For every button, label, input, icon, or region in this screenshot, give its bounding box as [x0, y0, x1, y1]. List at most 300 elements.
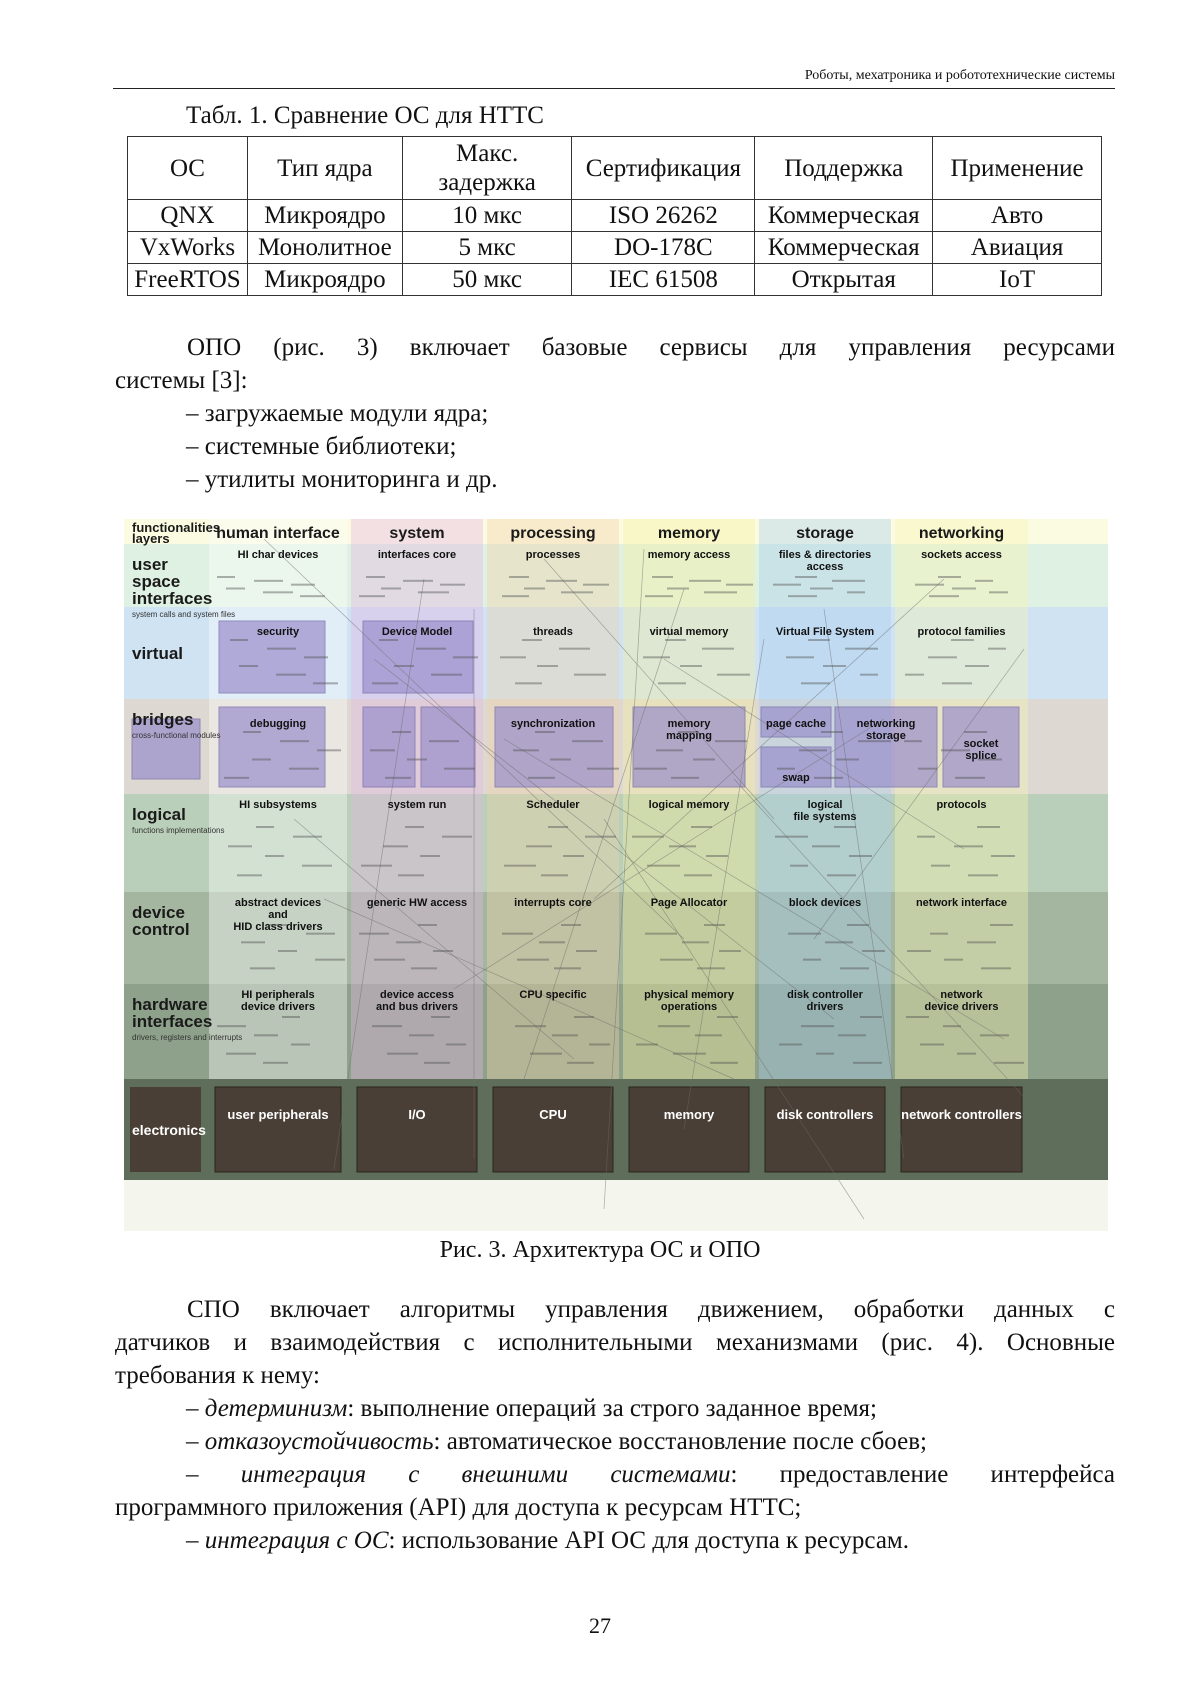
annotation-mark — [228, 845, 252, 847]
annotation-mark — [576, 950, 597, 952]
list-term: отказоустойчивость — [204, 1428, 434, 1455]
annotation-mark — [509, 576, 529, 578]
annotation-mark — [860, 674, 878, 676]
annotation-mark — [981, 967, 1011, 969]
annotation-mark — [396, 941, 421, 943]
annotation-mark — [838, 1034, 866, 1036]
annotation-mark — [693, 759, 715, 761]
electronics-box — [493, 1087, 613, 1172]
annotation-mark — [808, 639, 830, 641]
list-term: интеграция с ОС — [204, 1527, 389, 1554]
annotation-mark — [920, 1044, 944, 1046]
annotation-mark — [517, 959, 549, 961]
annotation-mark — [860, 1016, 882, 1018]
electronics-box — [215, 1087, 341, 1172]
cell-title: device access — [379, 989, 455, 1001]
annotation-mark — [372, 1025, 402, 1027]
cell-title: sockets access — [921, 549, 1002, 561]
annotation-mark — [695, 1034, 722, 1036]
annotation-mark — [263, 591, 293, 593]
column-header: memory — [657, 525, 721, 542]
table-cell: FreeRTOS — [128, 264, 248, 296]
annotation-mark — [656, 749, 683, 751]
annotation-mark — [381, 588, 401, 590]
annotation-mark — [689, 580, 721, 582]
annotation-mark — [429, 740, 459, 742]
table-title: Табл. 1. Сравнение ОС для НТТС — [186, 102, 544, 129]
annotation-mark — [574, 1016, 594, 1018]
annotation-mark — [660, 959, 693, 961]
annotation-mark — [673, 1053, 706, 1055]
layer-label: user — [132, 555, 168, 574]
annotation-mark — [366, 576, 385, 578]
annotation-mark — [515, 1025, 546, 1027]
list-item: – загружаемые модули ядра; — [186, 400, 489, 427]
annotation-mark — [955, 777, 985, 779]
annotation-mark — [821, 731, 843, 733]
cell-title: debugging — [249, 718, 307, 730]
annotation-mark — [513, 749, 539, 751]
annotation-mark — [515, 682, 542, 684]
annotation-mark — [502, 595, 529, 597]
table-cell: ISO 26262 — [572, 200, 755, 232]
cell-title: networking — [856, 718, 916, 730]
list-text: : выполнение операций за строго заданное время; — [347, 1395, 877, 1422]
page-number: 27 — [589, 1613, 611, 1638]
annotation-mark — [834, 826, 856, 828]
annotation-mark — [678, 731, 699, 733]
layer-label: logical — [132, 805, 186, 824]
annotation-mark — [710, 1062, 738, 1064]
cell-title: operations — [660, 1001, 718, 1013]
cell-title: and — [268, 909, 288, 921]
module-box — [421, 707, 475, 787]
annotation-mark — [563, 855, 584, 857]
table-header-row — [128, 137, 1102, 200]
annotation-mark — [702, 648, 734, 650]
annotation-mark — [243, 731, 261, 733]
annotation-mark — [930, 933, 948, 935]
cell-title: protocol families — [917, 626, 1006, 638]
annotation-mark — [280, 740, 309, 742]
annotation-mark — [823, 665, 846, 667]
annotation-mark — [379, 639, 398, 641]
annotation-mark — [230, 639, 248, 641]
electronics-box — [901, 1087, 1022, 1172]
annotation-mark — [632, 836, 664, 838]
annotation-mark — [849, 855, 872, 857]
annotation-mark — [418, 591, 449, 593]
cell-title: HI char devices — [237, 549, 319, 561]
annotation-mark — [502, 933, 533, 935]
annotation-mark — [554, 967, 581, 969]
annotation-mark — [832, 580, 865, 582]
annotation-mark — [942, 682, 972, 684]
annotation-mark — [658, 1025, 690, 1027]
annotation-mark — [217, 1025, 246, 1027]
annotation-mark — [907, 950, 931, 952]
module-box — [363, 707, 415, 787]
cell-title: files & directories — [778, 549, 872, 561]
table-cell: DO-178C — [572, 232, 755, 264]
layer-sublabel: functions implementations — [132, 826, 225, 835]
annotation-mark — [433, 950, 453, 952]
annotation-mark — [217, 576, 235, 578]
annotation-mark — [385, 777, 411, 779]
annotation-mark — [978, 759, 1002, 761]
annotation-mark — [539, 941, 565, 943]
annotation-mark — [954, 845, 983, 847]
annotation-mark — [359, 595, 385, 597]
annotation-mark — [409, 1034, 434, 1036]
annotation-mark — [647, 865, 680, 867]
table-cell: IoT — [933, 264, 1102, 296]
table-header-cell: Поддержка — [755, 137, 933, 200]
annotation-mark — [289, 768, 319, 770]
cell-title: HID class drivers — [233, 921, 323, 933]
annotation-mark — [552, 1034, 578, 1036]
annotation-mark — [239, 665, 258, 667]
annotation-mark — [645, 933, 677, 935]
table-cell: Коммерческая — [755, 200, 933, 232]
annotation-mark — [444, 768, 475, 770]
annotation-mark — [775, 836, 808, 838]
table-cell: Микроядро — [247, 200, 402, 232]
annotation-mark — [816, 1053, 834, 1055]
annotation-mark — [394, 665, 414, 667]
layer-label: interfaces — [132, 1012, 213, 1031]
annotation-mark — [665, 639, 686, 641]
annotation-mark — [398, 874, 424, 876]
layer-label: bridges — [132, 710, 194, 729]
annotation-mark — [680, 665, 702, 667]
table-row — [128, 200, 1102, 232]
annotation-mark — [407, 759, 427, 761]
cell-title: protocols — [936, 799, 987, 811]
annotation-mark — [684, 874, 712, 876]
annotation-mark — [526, 845, 552, 847]
table-cell: VxWorks — [128, 232, 248, 264]
cell-title: access — [806, 561, 844, 573]
table-header-cell: Макс. задержка — [402, 137, 572, 200]
annotation-mark — [905, 674, 924, 676]
list-term: интеграция с внешними системами — [240, 1461, 731, 1488]
annotation-mark — [315, 959, 345, 961]
annotation-mark — [411, 967, 437, 969]
cell-title: logical — [807, 799, 843, 811]
annotation-mark — [990, 924, 1013, 926]
annotation-mark — [265, 855, 284, 857]
annotation-mark — [278, 950, 297, 952]
annotation-mark — [717, 674, 750, 676]
cell-title: network — [940, 989, 983, 1001]
annotation-mark — [535, 731, 555, 733]
annotation-mark — [237, 874, 262, 876]
annotation-mark — [931, 865, 950, 867]
column-header: networking — [918, 525, 1005, 542]
annotation-mark — [944, 959, 963, 961]
annotation-mark — [788, 595, 817, 597]
paragraph-line: требования к нему: — [115, 1362, 320, 1389]
annotation-mark — [965, 665, 989, 667]
table-cell: Коммерческая — [755, 232, 933, 264]
annotation-mark — [951, 639, 974, 641]
cell-title: socket — [963, 738, 999, 750]
list-item: – утилиты мониторинга и др. — [186, 466, 498, 493]
layer-label: electronics — [132, 1122, 206, 1138]
annotation-mark — [691, 826, 712, 828]
cell-title: splice — [965, 750, 997, 762]
cell-title: physical memory — [644, 989, 734, 1001]
annotation-mark — [938, 576, 961, 578]
annotation-mark — [989, 591, 1008, 593]
annotation-mark — [442, 836, 472, 838]
annotation-mark — [836, 759, 859, 761]
cell-title: system run — [387, 799, 447, 811]
cell-title: threads — [533, 626, 573, 638]
annotation-mark — [361, 865, 392, 867]
annotation-mark — [812, 845, 840, 847]
annotation-mark — [697, 967, 725, 969]
annotation-mark — [254, 1034, 278, 1036]
cell-title: swap — [782, 772, 810, 784]
layer-label: control — [132, 920, 190, 939]
annotation-mark — [291, 1044, 310, 1046]
annotation-mark — [845, 648, 878, 650]
annotation-mark — [300, 595, 325, 597]
annotation-mark — [392, 731, 411, 733]
annotation-mark — [667, 588, 689, 590]
electronics-label: network controllers — [901, 1107, 1022, 1122]
list-item: – системные библиотеки; — [186, 433, 457, 460]
annotation-mark — [840, 967, 869, 969]
cell-title: and bus drivers — [376, 1001, 458, 1013]
annotation-mark — [500, 656, 526, 658]
table-cell: QNX — [128, 200, 248, 232]
figure-caption: Рис. 3. Архитектура ОС и ОПО — [439, 1237, 761, 1263]
annotation-mark — [561, 924, 581, 926]
list-item: – детерминизм: выполнение операций за строго заданное время; — [186, 1395, 877, 1422]
annotation-mark — [572, 740, 603, 742]
cell-title: Page Allocator — [650, 897, 728, 909]
paragraph-line: датчиков и взаимодействия с исполнительными механизмами (рис. 4). Основные — [115, 1329, 1115, 1356]
annotation-mark — [405, 826, 424, 828]
annotation-mark — [825, 941, 853, 943]
os-architecture-figure — [124, 519, 1108, 1231]
list-text: : автоматическое восстановление после сбоев; — [433, 1428, 927, 1455]
annotation-mark — [704, 591, 737, 593]
annotation-mark — [977, 826, 1000, 828]
layer-sublabel: drivers, registers and interrupts — [132, 1033, 243, 1042]
cell-title: disk controller — [787, 989, 863, 1001]
annotation-mark — [671, 777, 699, 779]
annotation-mark — [917, 836, 935, 838]
table-cell: Авто — [933, 200, 1102, 232]
layer-sublabel: cross-functional modules — [132, 731, 221, 740]
list-item: – отказоустойчивость: автоматическое восстановление после сбоев; — [186, 1428, 927, 1455]
annotation-mark — [530, 1053, 562, 1055]
annotation-mark — [994, 1062, 1024, 1064]
table-header-cell: Сертификация — [572, 137, 755, 200]
table-header-cell: ОС — [128, 137, 248, 200]
annotation-mark — [847, 591, 865, 593]
annotation-mark — [790, 865, 808, 867]
annotation-mark — [424, 1062, 450, 1064]
table-cell: Микроядро — [247, 264, 402, 296]
annotation-mark — [788, 933, 821, 935]
table-cell: Открытая — [755, 264, 933, 296]
layer-sublabel: system calls and system files — [132, 610, 236, 619]
annotation-mark — [226, 1053, 256, 1055]
layer-label: space — [132, 572, 181, 591]
table-cell: 5 мкс — [402, 232, 572, 264]
cell-title: memory access — [647, 549, 731, 561]
list-text: : предоставление интерфейса — [730, 1461, 1116, 1488]
annotation-mark — [546, 580, 577, 582]
electronics-label: disk controllers — [776, 1107, 874, 1122]
annotation-mark — [372, 682, 398, 684]
table-row — [128, 264, 1102, 296]
list-item: – интеграция с ОС: использование API ОС для доступа к ресурсам. — [186, 1527, 909, 1554]
annotation-mark — [267, 648, 296, 650]
annotation-mark — [988, 648, 1006, 650]
comparison-table — [127, 136, 1102, 296]
annotation-mark — [853, 1062, 882, 1064]
annotation-mark — [302, 865, 332, 867]
annotation-mark — [904, 740, 922, 742]
cell-title: drivers — [806, 1001, 844, 1013]
annotation-mark — [715, 740, 747, 742]
column-header: processing — [510, 525, 596, 542]
annotation-mark — [420, 855, 440, 857]
cell-title: interrupts core — [514, 897, 592, 909]
annotation-mark — [858, 740, 891, 742]
cell-title: device drivers — [241, 1001, 315, 1013]
annotation-mark — [634, 768, 667, 770]
annotation-mark — [827, 874, 856, 876]
list-term: детерминизм — [204, 1395, 348, 1422]
annotation-mark — [416, 648, 446, 650]
electronics-label: I/O — [408, 1107, 426, 1122]
annotation-mark — [252, 759, 271, 761]
annotation-mark — [645, 595, 673, 597]
annotation-mark — [636, 1044, 658, 1046]
annotation-mark — [980, 1034, 1009, 1036]
cell-title: page cache — [766, 718, 826, 730]
annotation-mark — [967, 941, 996, 943]
annotation-mark — [306, 933, 335, 935]
annotation-mark — [418, 924, 437, 926]
annotation-mark — [359, 933, 389, 935]
layer-label: device — [132, 903, 185, 922]
annotation-mark — [567, 1062, 594, 1064]
annotation-mark — [717, 1016, 738, 1018]
annotation-mark — [941, 749, 970, 751]
table-cell: Монолитное — [247, 232, 402, 264]
annotation-mark — [928, 656, 957, 658]
column-header: storage — [796, 525, 854, 542]
annotation-mark — [446, 1044, 466, 1046]
annotation-mark — [704, 924, 725, 926]
annotation-mark — [541, 874, 568, 876]
annotation-mark — [964, 731, 987, 733]
annotation-mark — [522, 639, 542, 641]
annotation-mark — [524, 588, 545, 590]
cell-title: synchronization — [510, 718, 596, 730]
cell-title: Virtual File System — [775, 626, 875, 638]
corner-label: functionalities — [132, 520, 221, 535]
corner-label: layers — [132, 531, 170, 546]
cell-title: file systems — [793, 811, 857, 823]
layer-label: hardware — [132, 995, 208, 1014]
layer-label: virtual — [132, 644, 184, 663]
annotation-mark — [550, 759, 571, 761]
cell-title: mapping — [666, 730, 712, 742]
annotation-mark — [317, 749, 341, 751]
layer-label: interfaces — [132, 589, 213, 608]
electronics-label: user peripherals — [227, 1107, 329, 1122]
cell-title: block devices — [788, 897, 862, 909]
cell-title: processes — [525, 549, 581, 561]
annotation-mark — [226, 588, 245, 590]
annotation-mark — [777, 768, 795, 770]
annotation-mark — [250, 967, 275, 969]
annotation-mark — [453, 656, 478, 658]
annotation-mark — [652, 576, 673, 578]
cell-title: Scheduler — [526, 799, 580, 811]
annotation-mark — [706, 855, 728, 857]
cell-title: HI subsystems — [239, 799, 317, 811]
annotation-mark — [440, 584, 465, 586]
cell-title: generic HW access — [366, 897, 468, 909]
cell-title: device drivers — [924, 1001, 999, 1013]
annotation-mark — [643, 656, 670, 658]
annotation-mark — [915, 584, 944, 586]
annotation-mark — [559, 648, 590, 650]
annotation-mark — [918, 768, 937, 770]
annotation-mark — [254, 580, 283, 582]
cell-title: logical memory — [648, 799, 730, 811]
annotation-mark — [276, 674, 306, 676]
cell-title: virtual memory — [649, 626, 729, 638]
annotation-mark — [587, 768, 619, 770]
annotation-mark — [374, 959, 405, 961]
column-header: system — [389, 525, 445, 542]
annotation-mark — [528, 777, 555, 779]
kernel-map-diagram — [124, 519, 1108, 1231]
annotation-mark — [952, 588, 976, 590]
annotation-mark — [589, 1044, 610, 1046]
paragraph-line: ОПО (рис. 3) включает базовые сервисы для управления ресурсами — [187, 334, 1115, 361]
paragraph-line: СПО включает алгоритмы управления движением, обработки данных с — [187, 1296, 1115, 1323]
annotation-mark — [773, 584, 801, 586]
annotation-mark — [779, 1044, 802, 1046]
table-header-cell: Применение — [933, 137, 1102, 200]
annotation-mark — [957, 1053, 976, 1055]
annotation-mark — [943, 1025, 961, 1027]
annotation-mark — [537, 665, 558, 667]
annotation-mark — [968, 874, 998, 876]
annotation-mark — [847, 924, 869, 926]
annotation-mark — [256, 826, 274, 828]
annotation-mark — [585, 836, 616, 838]
list-item: – интеграция с внешними системами: предоставление интерфейса — [186, 1461, 1116, 1488]
annotation-mark — [293, 836, 322, 838]
annotation-mark — [224, 777, 249, 779]
annotation-mark — [786, 656, 814, 658]
annotation-mark — [263, 1062, 288, 1064]
annotation-mark — [799, 749, 827, 751]
